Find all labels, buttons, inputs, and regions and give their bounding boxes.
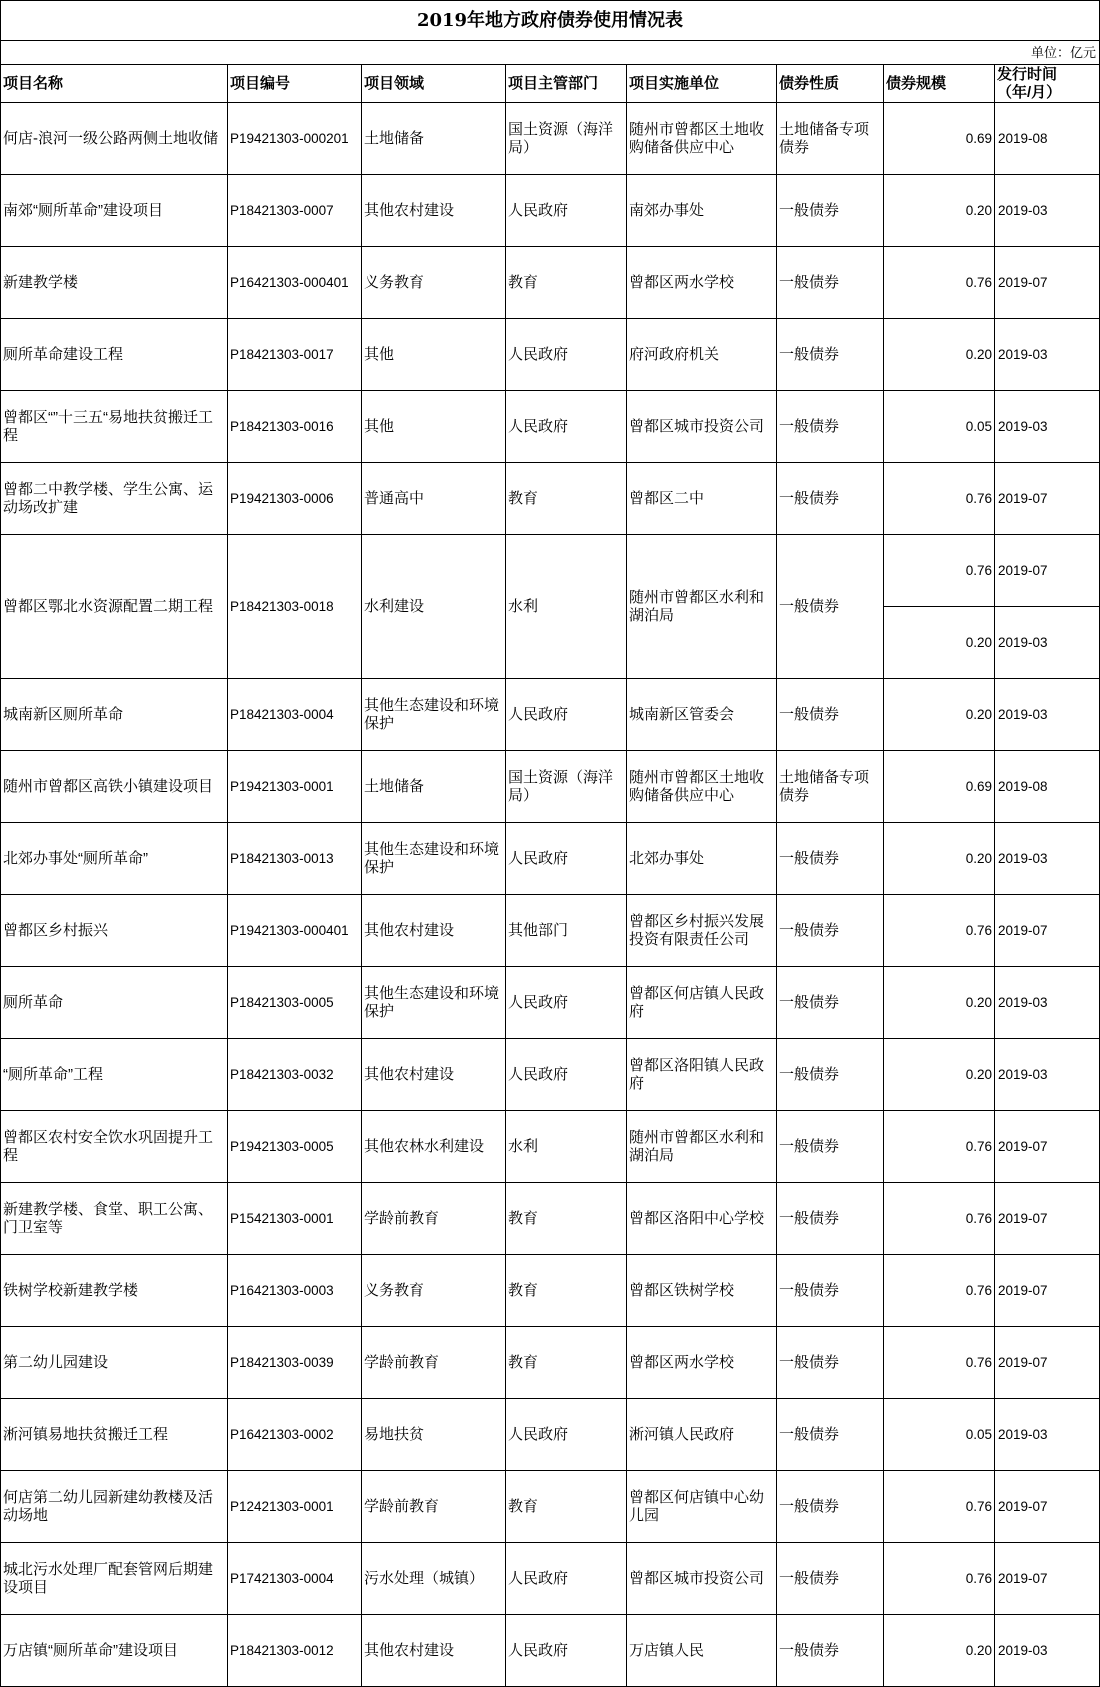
bond-type-cell: 一般债券: [777, 1471, 884, 1543]
bond-type-cell: 一般债券: [777, 679, 884, 751]
header-bond-type: 债券性质: [777, 65, 884, 103]
bond-type-cell: 一般债券: [777, 1327, 884, 1399]
project-code-cell: P18421303-0016: [228, 391, 362, 463]
bond-scale-cell: 0.76: [884, 1111, 995, 1183]
issue-date-cell: 2019-07: [995, 535, 1100, 607]
bond-scale-cell: 0.76: [884, 1183, 995, 1255]
issue-date-cell: 2019-03: [995, 391, 1100, 463]
header-bond-scale: 债券规模: [884, 65, 995, 103]
project-name-cell: 曾都区“”十三五“易地扶贫搬迁工程: [1, 391, 228, 463]
bond-type-cell: 一般债券: [777, 319, 884, 391]
issue-date-cell: 2019-07: [995, 1471, 1100, 1543]
project-name-cell: 万店镇“厕所革命”建设项目: [1, 1615, 228, 1687]
project-name-cell: 新建教学楼、食堂、职工公寓、门卫室等: [1, 1183, 228, 1255]
implementer-cell: 曾都区两水学校: [627, 1327, 777, 1399]
header-issue-time-label: 发行时间: [997, 65, 1058, 83]
project-code-cell: P17421303-0004: [228, 1543, 362, 1615]
project-code-cell: P19421303-0001: [228, 751, 362, 823]
project-name-cell: 新建教学楼: [1, 247, 228, 319]
project-code-cell: P16421303-000401: [228, 247, 362, 319]
project-name-cell: 南郊“厕所革命”建设项目: [1, 175, 228, 247]
implementer-cell: 随州市曾都区土地收购储备供应中心: [627, 103, 777, 175]
department-cell: 水利: [506, 1111, 627, 1183]
table-title: 2019年地方政府债券使用情况表: [1, 1, 1100, 41]
implementer-cell: 曾都区二中: [627, 463, 777, 535]
header-project-code: 项目编号: [228, 65, 362, 103]
project-field-cell: 污水处理（城镇）: [362, 1543, 506, 1615]
department-cell: 教育: [506, 1183, 627, 1255]
project-name-cell: 何店-浪河一级公路两侧土地收储: [1, 103, 228, 175]
project-field-cell: 义务教育: [362, 247, 506, 319]
project-name-cell: 铁树学校新建教学楼: [1, 1255, 228, 1327]
project-code-cell: P18421303-0007: [228, 175, 362, 247]
issue-date-cell: 2019-07: [995, 247, 1100, 319]
header-project-field: 项目领域: [362, 65, 506, 103]
implementer-cell: 南郊办事处: [627, 175, 777, 247]
issue-date-cell: 2019-03: [995, 607, 1100, 679]
issue-date-cell: 2019-03: [995, 823, 1100, 895]
issue-date-cell: 2019-03: [995, 319, 1100, 391]
bond-scale-cell: 0.76: [884, 1255, 995, 1327]
project-field-cell: 其他: [362, 319, 506, 391]
bond-type-cell: 一般债券: [777, 895, 884, 967]
issue-date-cell: 2019-03: [995, 1399, 1100, 1471]
issue-date-cell: 2019-03: [995, 175, 1100, 247]
implementer-cell: 随州市曾都区土地收购储备供应中心: [627, 751, 777, 823]
project-field-cell: 土地储备: [362, 103, 506, 175]
bond-scale-cell: 0.69: [884, 751, 995, 823]
bond-type-cell: 一般债券: [777, 967, 884, 1039]
bond-type-cell: 一般债券: [777, 1111, 884, 1183]
issue-date-cell: 2019-07: [995, 1183, 1100, 1255]
bond-scale-cell: 0.20: [884, 1615, 995, 1687]
project-field-cell: 易地扶贫: [362, 1399, 506, 1471]
department-cell: 人民政府: [506, 1543, 627, 1615]
implementer-cell: 城南新区管委会: [627, 679, 777, 751]
project-code-cell: P19421303-0006: [228, 463, 362, 535]
project-field-cell: 学龄前教育: [362, 1327, 506, 1399]
project-field-cell: 其他农村建设: [362, 1039, 506, 1111]
bond-scale-cell: 0.05: [884, 391, 995, 463]
department-cell: 教育: [506, 463, 627, 535]
bond-type-cell: 一般债券: [777, 175, 884, 247]
project-name-cell: 城北污水处理厂配套管网后期建设项目: [1, 1543, 228, 1615]
project-field-cell: 水利建设: [362, 535, 506, 679]
bond-type-cell: 一般债券: [777, 247, 884, 319]
project-code-cell: P18421303-0039: [228, 1327, 362, 1399]
bond-scale-cell: 0.20: [884, 175, 995, 247]
department-cell: 人民政府: [506, 1615, 627, 1687]
implementer-cell: 曾都区洛阳中心学校: [627, 1183, 777, 1255]
project-code-cell: P16421303-0002: [228, 1399, 362, 1471]
header-issue-time: [995, 65, 1100, 103]
bond-type-cell: 一般债券: [777, 391, 884, 463]
bond-type-cell: 一般债券: [777, 1183, 884, 1255]
bond-scale-cell: 0.20: [884, 607, 995, 679]
project-field-cell: 其他农村建设: [362, 895, 506, 967]
bond-scale-cell: 0.20: [884, 823, 995, 895]
issue-date-cell: 2019-07: [995, 463, 1100, 535]
department-cell: 教育: [506, 1471, 627, 1543]
implementer-cell: 随州市曾都区水利和湖泊局: [627, 535, 777, 679]
project-field-cell: 其他生态建设和环境保护: [362, 679, 506, 751]
department-cell: 其他部门: [506, 895, 627, 967]
project-name-cell: 随州市曾都区高铁小镇建设项目: [1, 751, 228, 823]
bond-type-cell: 一般债券: [777, 463, 884, 535]
issue-date-cell: 2019-07: [995, 1255, 1100, 1327]
implementer-cell: 曾都区城市投资公司: [627, 391, 777, 463]
department-cell: 水利: [506, 535, 627, 679]
header-project-name: 项目名称: [1, 65, 228, 103]
project-code-cell: P12421303-0001: [228, 1471, 362, 1543]
implementer-cell: 北郊办事处: [627, 823, 777, 895]
bond-type-cell: 一般债券: [777, 1255, 884, 1327]
bond-scale-cell: 0.76: [884, 1327, 995, 1399]
department-cell: 教育: [506, 247, 627, 319]
project-code-cell: P15421303-0001: [228, 1183, 362, 1255]
project-name-cell: 北郊办事处“厕所革命”: [1, 823, 228, 895]
implementer-cell: 曾都区何店镇人民政府: [627, 967, 777, 1039]
header-department: 项目主管部门: [506, 65, 627, 103]
bond-scale-cell: 0.76: [884, 463, 995, 535]
project-field-cell: 其他农村建设: [362, 1615, 506, 1687]
project-field-cell: 其他农村建设: [362, 175, 506, 247]
implementer-cell: 曾都区城市投资公司: [627, 1543, 777, 1615]
header-issue-time-unit: （年/月）: [997, 83, 1062, 101]
project-field-cell: 学龄前教育: [362, 1471, 506, 1543]
department-cell: 人民政府: [506, 175, 627, 247]
department-cell: 国土资源（海洋局）: [506, 751, 627, 823]
department-cell: 人民政府: [506, 1399, 627, 1471]
bond-type-cell: 一般债券: [777, 1399, 884, 1471]
project-code-cell: P18421303-0004: [228, 679, 362, 751]
project-field-cell: 其他: [362, 391, 506, 463]
implementer-cell: 曾都区铁树学校: [627, 1255, 777, 1327]
project-code-cell: P18421303-0018: [228, 535, 362, 679]
project-field-cell: 普通高中: [362, 463, 506, 535]
issue-date-cell: 2019-07: [995, 1543, 1100, 1615]
issue-date-cell: 2019-03: [995, 679, 1100, 751]
bond-scale-cell: 0.76: [884, 247, 995, 319]
issue-date-cell: 2019-07: [995, 895, 1100, 967]
bond-type-cell: 一般债券: [777, 1615, 884, 1687]
project-name-cell: 城南新区厕所革命: [1, 679, 228, 751]
issue-date-cell: 2019-03: [995, 967, 1100, 1039]
implementer-cell: 淅河镇人民政府: [627, 1399, 777, 1471]
department-cell: 教育: [506, 1327, 627, 1399]
project-name-cell: 淅河镇易地扶贫搬迁工程: [1, 1399, 228, 1471]
bond-type-cell: 土地储备专项债券: [777, 751, 884, 823]
issue-date-cell: 2019-07: [995, 1111, 1100, 1183]
project-code-cell: P18421303-0005: [228, 967, 362, 1039]
department-cell: 人民政府: [506, 967, 627, 1039]
project-field-cell: 其他生态建设和环境保护: [362, 967, 506, 1039]
bond-type-cell: 一般债券: [777, 823, 884, 895]
project-name-cell: 第二幼儿园建设: [1, 1327, 228, 1399]
project-name-cell: 曾都区乡村振兴: [1, 895, 228, 967]
project-name-cell: 厕所革命建设工程: [1, 319, 228, 391]
project-field-cell: 义务教育: [362, 1255, 506, 1327]
project-name-cell: 厕所革命: [1, 967, 228, 1039]
bond-type-cell: 一般债券: [777, 535, 884, 679]
project-name-cell: 何店第二幼儿园新建幼教楼及活动场地: [1, 1471, 228, 1543]
implementer-cell: 曾都区何店镇中心幼儿园: [627, 1471, 777, 1543]
bond-scale-cell: 0.20: [884, 1039, 995, 1111]
project-name-cell: “厕所革命”工程: [1, 1039, 228, 1111]
project-code-cell: P18421303-0017: [228, 319, 362, 391]
project-name-cell: 曾都区鄂北水资源配置二期工程: [1, 535, 228, 679]
project-code-cell: P19421303-000401: [228, 895, 362, 967]
bond-scale-cell: 0.76: [884, 895, 995, 967]
bond-scale-cell: 0.20: [884, 319, 995, 391]
unit-label: 单位：亿元: [1, 41, 1100, 65]
bond-scale-cell: 0.05: [884, 1399, 995, 1471]
implementer-cell: 曾都区两水学校: [627, 247, 777, 319]
bond-scale-cell: 0.76: [884, 1543, 995, 1615]
issue-date-cell: 2019-08: [995, 751, 1100, 823]
department-cell: 人民政府: [506, 391, 627, 463]
project-code-cell: P19421303-000201: [228, 103, 362, 175]
project-code-cell: P16421303-0003: [228, 1255, 362, 1327]
project-name-cell: 曾都二中教学楼、学生公寓、运动场改扩建: [1, 463, 228, 535]
bond-scale-cell: 0.76: [884, 535, 995, 607]
project-field-cell: 其他生态建设和环境保护: [362, 823, 506, 895]
bond-type-cell: 一般债券: [777, 1543, 884, 1615]
project-field-cell: 学龄前教育: [362, 1183, 506, 1255]
department-cell: 人民政府: [506, 823, 627, 895]
project-code-cell: P18421303-0032: [228, 1039, 362, 1111]
bond-type-cell: 一般债券: [777, 1039, 884, 1111]
project-code-cell: P18421303-0012: [228, 1615, 362, 1687]
department-cell: 教育: [506, 1255, 627, 1327]
bond-scale-cell: 0.69: [884, 103, 995, 175]
bond-scale-cell: 0.20: [884, 679, 995, 751]
implementer-cell: 随州市曾都区水利和湖泊局: [627, 1111, 777, 1183]
implementer-cell: 万店镇人民: [627, 1615, 777, 1687]
issue-date-cell: 2019-07: [995, 1327, 1100, 1399]
bond-scale-cell: 0.20: [884, 967, 995, 1039]
project-code-cell: P19421303-0005: [228, 1111, 362, 1183]
project-name-cell: 曾都区农村安全饮水巩固提升工程: [1, 1111, 228, 1183]
project-code-cell: P18421303-0013: [228, 823, 362, 895]
department-cell: 人民政府: [506, 679, 627, 751]
header-implementer: 项目实施单位: [627, 65, 777, 103]
project-field-cell: 土地储备: [362, 751, 506, 823]
bond-scale-cell: 0.76: [884, 1471, 995, 1543]
implementer-cell: 曾都区洛阳镇人民政府: [627, 1039, 777, 1111]
department-cell: 人民政府: [506, 319, 627, 391]
department-cell: 国土资源（海洋局）: [506, 103, 627, 175]
issue-date-cell: 2019-03: [995, 1039, 1100, 1111]
project-field-cell: 其他农林水利建设: [362, 1111, 506, 1183]
department-cell: 人民政府: [506, 1039, 627, 1111]
bond-type-cell: 土地储备专项债券: [777, 103, 884, 175]
implementer-cell: 曾都区乡村振兴发展投资有限责任公司: [627, 895, 777, 967]
issue-date-cell: 2019-03: [995, 1615, 1100, 1687]
issue-date-cell: 2019-08: [995, 103, 1100, 175]
implementer-cell: 府河政府机关: [627, 319, 777, 391]
